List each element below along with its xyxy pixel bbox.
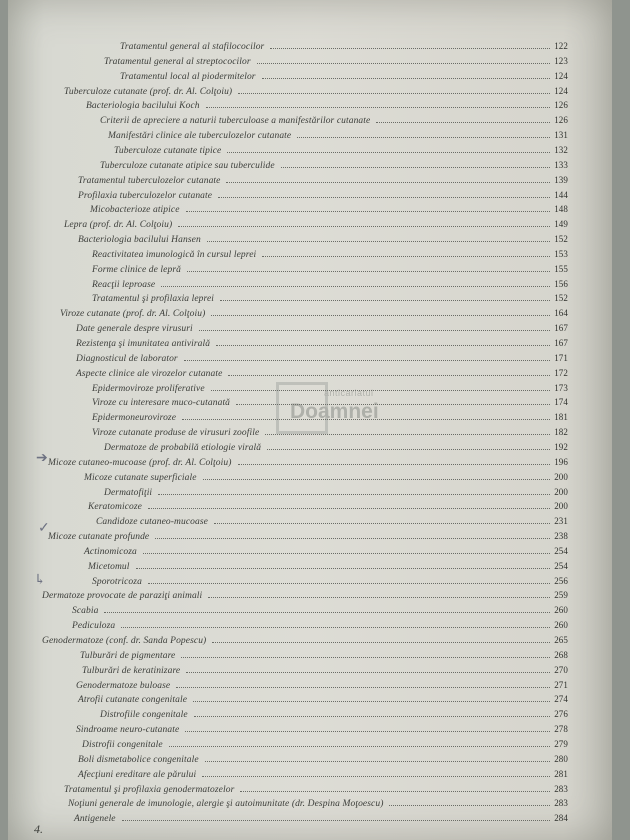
toc-entry [84,545,568,557]
toc-entry-title: Tulburări de keratinizare [82,665,181,676]
toc-entry-page: 167 [554,338,568,348]
toc-entry-page: 260 [554,605,568,616]
toc-entry [92,248,568,260]
toc-entry-title: Tratamentul general al stafilococilor [120,42,265,52]
toc-entry-page: 149 [554,219,568,230]
toc-entry-page: 256 [554,575,568,586]
toc-entry-page: 279 [554,738,568,749]
toc-entry-title: Sporotricoza [92,576,142,587]
dot-leader [136,561,551,569]
toc-entry-page: 124 [554,70,568,81]
toc-entry-title: Manifestări clinice ale tuberculozelor cutanate [108,131,292,142]
dot-leader [211,308,550,316]
toc-entry-page: 196 [554,456,568,467]
dot-leader [262,249,550,257]
toc-entry-title: Tratamentul şi profilaxia genodermatozelor [64,784,235,795]
toc-entry [90,203,568,215]
toc-entry [114,144,568,156]
toc-entry [76,322,568,334]
toc-entry [108,129,568,141]
dot-leader [257,56,551,64]
dot-leader [148,576,550,584]
toc-entry-page: 238 [554,531,568,542]
toc-entry-page: 155 [554,263,568,274]
toc-entry-title: Tratamentul local al piodermitelor [120,71,256,82]
toc-entry-page: 167 [554,323,568,334]
dot-leader [208,590,550,598]
dot-leader [194,709,550,717]
toc-entry-title: Distrofiile congenitale [100,710,188,721]
toc-entry-page: 260 [554,620,568,631]
dot-leader [270,41,550,49]
toc-entry [78,753,568,765]
toc-entry [92,396,568,408]
toc-entry-title: Bacteriologia bacilului Hansen [78,235,201,246]
toc-entry-page: 173 [554,382,568,393]
dot-leader [199,323,550,331]
toc-entry-title: Scabia [72,606,99,617]
toc-entry [88,500,568,512]
toc-entry-title: Tratamentul general al streptococilor [104,56,251,67]
toc-entry-title: Tratamentul şi profilaxia leprei [92,294,215,305]
toc-entry-page: 274 [554,694,568,705]
dot-leader [122,813,551,821]
toc-entry [84,471,568,483]
toc-entry-page: 174 [554,397,568,408]
toc-entry [68,797,568,809]
toc-entry-title: Candidoze cutaneo-mucoase [96,517,208,528]
toc-entry-page: 268 [554,649,568,660]
toc-entry [104,55,568,67]
toc-entry-title: Viroze cutanate (prof. dr. Al. Colţoiu) [60,309,206,320]
toc-entry [48,530,568,542]
toc-entry-title: Dermatoze de probabilă etiologie virală [104,442,262,453]
toc-entry-title: Micoze cutanate profunde [48,532,150,543]
toc-entry-page: 126 [554,100,568,111]
dot-leader [176,680,550,688]
toc-entry-title: Reacţii leproase [92,279,156,290]
toc-entry-page: 284 [554,813,568,824]
toc-entry-title: Reactivitatea imunologică în cursul leprei [92,249,257,260]
toc-entry-page: 259 [554,590,568,601]
toc-entry [60,307,568,319]
dot-leader [202,769,550,777]
dot-leader [205,754,551,762]
toc-entry [72,619,568,631]
toc-entry [92,278,568,290]
toc-entry-page: 144 [554,189,568,200]
dot-leader [206,100,551,108]
toc-entry-title: Tuberculoze cutanate tipice [114,145,222,156]
dot-leader [211,383,551,391]
dot-leader [240,784,550,792]
toc-entry-title: Micetomul [88,561,130,572]
toc-entry-title: Boli dismetabolice congenitale [78,754,199,765]
toc-entry-page: 200 [554,471,568,482]
toc-entry [72,604,568,616]
toc-entry-page: 139 [554,174,568,185]
toc-entry-page: 281 [554,768,568,779]
dot-leader [212,635,550,643]
toc-entry [92,426,568,438]
toc-entry [86,99,568,111]
toc-entry [120,70,568,82]
toc-entry [42,589,568,601]
dot-leader [121,620,550,628]
toc-entry-page: 276 [554,709,568,720]
toc-entry-page: 254 [554,545,568,556]
dot-leader [181,650,550,658]
toc-entry-title: Genodermatoze buloase [76,680,171,691]
toc-entry-page: 152 [554,293,568,304]
toc-entry [78,693,568,705]
toc-entry-title: Tratamentul tuberculozelor cutanate [78,175,221,186]
dot-leader [297,130,550,138]
dot-leader [148,501,550,509]
toc-entry-page: 254 [554,560,568,571]
toc-entry-page: 200 [554,501,568,512]
toc-entry [78,768,568,780]
toc-entry [76,367,568,379]
toc-entry-page: 278 [554,724,568,735]
toc-entry-page: 265 [554,635,568,645]
watermark-top-text: anticariatul [324,388,374,398]
dot-leader [236,397,550,405]
toc-entry-title: Keratomicoze [88,502,142,513]
toc-entry [76,723,568,735]
dot-leader [238,457,551,465]
dot-leader [227,145,550,153]
toc-entry [64,85,568,97]
dot-leader [238,86,550,94]
toc-entry-title: Profilaxia tuberculozelor cutanate [78,190,213,201]
dot-leader [186,204,551,212]
toc-entry-title: Actinomicoza [84,546,137,557]
toc-entry [92,575,568,587]
toc-entry [104,486,568,498]
toc-entry [88,560,568,572]
toc-entry-page: 131 [554,130,568,141]
toc-entry-title: Tulburări de pigmentare [80,650,176,661]
toc-entry-title: Criterii de apreciere a naturii tuberculoase a manifestărilor cutanate [100,116,371,127]
toc-entry-title: Atrofii cutanate congenitale [78,695,188,706]
dot-leader [193,694,550,702]
toc-entry-title: Pediculoza [72,621,116,632]
pen-arrow-mark-icon: ➔ [36,451,48,466]
table-of-contents [8,0,612,840]
toc-entry [48,456,568,468]
toc-entry-title: Lepra (prof. dr. Al. Colţoiu) [64,220,173,231]
toc-entry [76,352,568,364]
toc-entry-page: 126 [554,115,568,126]
toc-entry-page: 283 [554,783,568,794]
toc-entry [104,441,568,453]
dot-leader [220,293,550,301]
toc-entry [78,189,568,201]
toc-entry-title: Distrofii congenitale [82,739,163,750]
toc-entry-title: Tuberculoze cutanate (prof. dr. Al. Colţoiu) [64,86,233,97]
dot-leader [155,531,550,539]
dot-leader [376,115,550,123]
toc-entry [92,411,568,423]
toc-entry-page: 172 [554,367,568,378]
toc-entry-title: Viroze cutanate produse de virusuri zoofile [92,428,260,439]
watermark-main-text: Doamnei [290,400,379,423]
toc-entry [64,218,568,230]
toc-entry-title: Rezistenţa şi imunitatea antivirală [76,339,211,349]
toc-entry-page: 270 [554,664,568,675]
dot-leader [226,175,550,183]
toc-entry [100,114,568,126]
toc-entry [76,337,568,349]
dot-leader [182,412,550,420]
dot-leader [178,219,550,227]
toc-entry [78,233,568,245]
toc-entry-page: 156 [554,278,568,289]
dot-leader [143,546,550,554]
dot-leader [187,264,550,272]
toc-entry-page: 182 [554,427,568,438]
dot-leader [158,487,550,495]
toc-entry [74,812,568,824]
toc-entry-page: 271 [554,679,568,690]
toc-entry-page: 283 [554,798,568,809]
toc-entry-title: Tuberculoze cutanate atipice sau tuberculide [100,160,275,171]
dot-leader [389,798,550,806]
toc-entry-title: Bacteriologia bacilului Koch [86,101,200,112]
dot-leader [203,472,551,480]
toc-entry-page: 152 [554,234,568,245]
toc-entry-page: 200 [554,486,568,497]
toc-entry [42,634,568,646]
dot-leader [216,338,550,346]
toc-entry [76,679,568,691]
dot-leader [161,279,550,287]
toc-entry-title: Date generale despre virusuri [76,324,193,335]
dot-leader [169,739,551,747]
dot-leader [104,605,550,613]
dot-leader [281,160,551,168]
toc-entry-page: 133 [554,159,568,170]
toc-entry [100,159,568,171]
toc-entry-page: 280 [554,753,568,764]
page-number: 4. [34,822,43,836]
toc-entry-title: Aspecte clinice ale virozelor cutanate [76,368,223,379]
toc-entry-title: Forme clinice de lepră [92,264,181,275]
toc-entry-page: 164 [554,308,568,319]
toc-entry-title: Viroze cu interesare muco-cutanată [92,398,231,409]
pen-check-mark-icon: ✓ [38,521,50,536]
toc-entry-title: Epidermoviroze proliferative [92,383,205,394]
toc-entry-page: 231 [554,516,568,527]
toc-entry-page: 124 [554,85,568,96]
pen-tick-mark-icon: ↳ [34,573,46,588]
dot-leader [267,442,550,450]
dot-leader [207,234,550,242]
dot-leader [228,368,550,376]
toc-entry-title: Dermatofiţii [104,487,153,498]
toc-entry-title: Micobacterioze atipice [90,205,180,216]
dot-leader [185,724,550,732]
toc-entry [78,174,568,186]
toc-entry-title: Diagnosticul de laborator [76,353,178,364]
toc-entry-page: 123 [554,55,568,66]
toc-entry [96,515,568,527]
dot-leader [184,353,550,361]
toc-entry [64,783,568,795]
dot-leader [265,427,550,435]
dot-leader [218,190,550,198]
toc-entry [82,664,568,676]
toc-entry-title: Genodermatoze (conf. dr. Sanda Popescu) [42,636,207,646]
toc-entry [100,708,568,720]
toc-entry-page: 171 [554,352,568,363]
toc-entry-page: 153 [554,248,568,259]
toc-entry-title: Noţiuni generale de imunologie, alergie şi autoimunitate (dr. Despina Moţoescu) [68,799,384,810]
toc-entry [80,649,568,661]
toc-entry-title: Epidermoneuroviroze [92,413,177,424]
toc-entry [92,263,568,275]
toc-entry-title: Dermatoze provocate de paraziţi animali [42,591,203,602]
toc-entry [92,382,568,394]
toc-entry-page: 132 [554,144,568,155]
book-page [8,0,612,840]
toc-entry-title: Sindroame neuro-cutanate [76,725,180,736]
toc-entry [120,40,568,52]
toc-entry-title: Micoze cutanate superficiale [84,472,197,483]
toc-entry-page: 122 [554,41,568,51]
toc-entry [82,738,568,750]
toc-entry [92,292,568,304]
toc-entry-page: 148 [554,204,568,215]
toc-entry-page: 192 [554,441,568,452]
dot-leader [262,71,551,79]
toc-entry-title: Afecţiuni ereditare ale părului [78,769,197,780]
toc-entry-title: Micoze cutaneo-mucoase (prof. dr. Al. Colţoiu) [48,457,232,468]
dot-leader [186,665,550,673]
toc-entry-title: Antigenele [74,814,116,825]
dot-leader [214,516,550,524]
toc-entry-page: 181 [554,412,568,423]
